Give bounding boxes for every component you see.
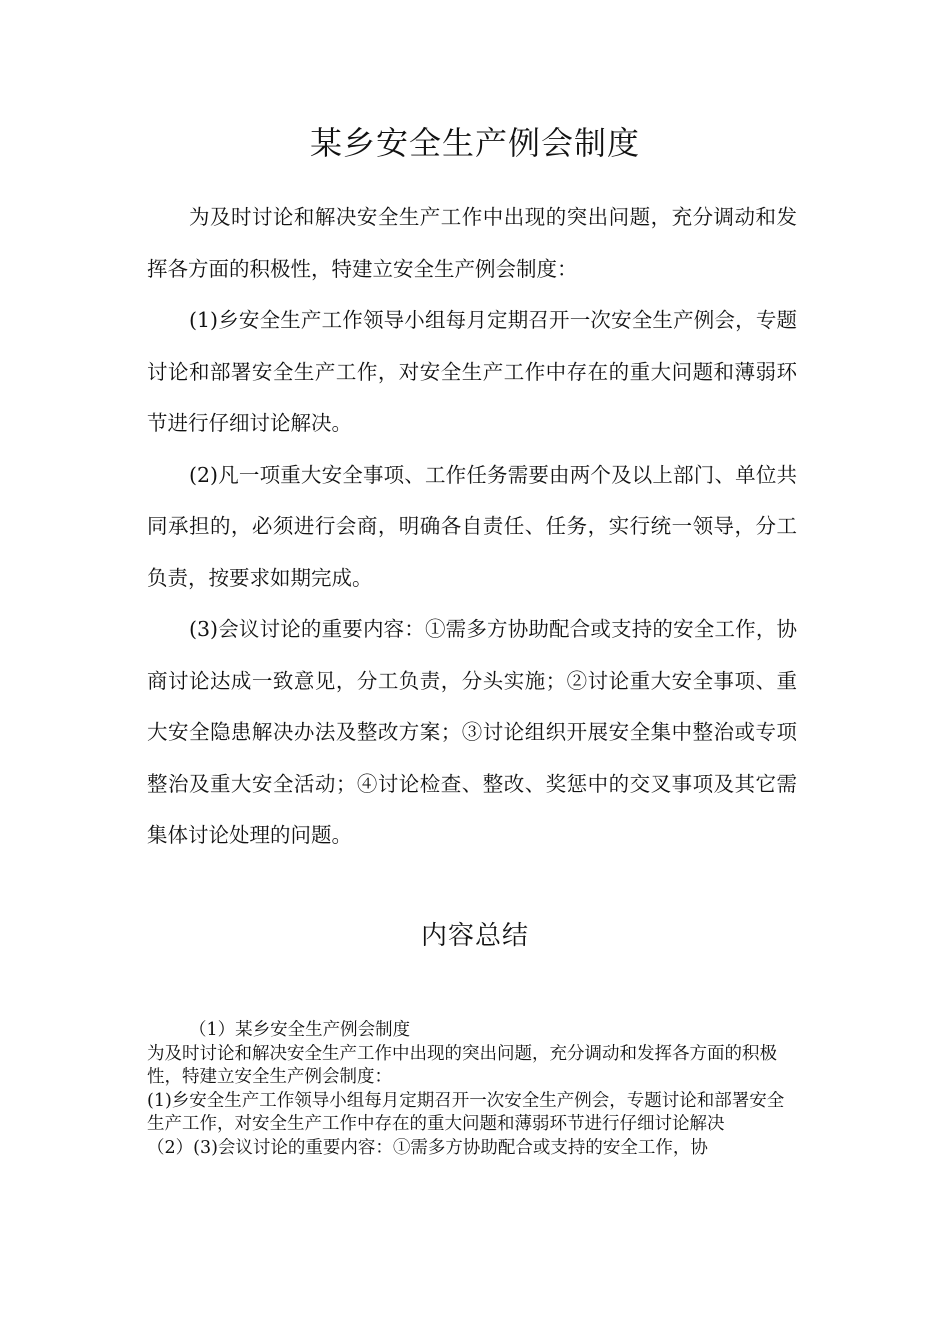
summary-item-1-heading: （1）某乡安全生产例会制度 bbox=[189, 1020, 411, 1040]
rule-paragraph-1: (1)乡安全生产工作领导小组每月定期召开一次安全生产例会，专题讨论和部署安全生产工作，对安全生产工作中存在的重大问题和薄弱环节进行仔细讨论解决。 bbox=[147, 308, 797, 435]
rule-paragraph-2: (2)凡一项重大安全事项、工作任务需要由两个及以上部门、单位共同承担的，必须进行会商，明确各自责任、任务，实行统一领导，分工负责，按要求如期完成。 bbox=[147, 462, 797, 590]
document-body bbox=[147, 192, 797, 862]
summary-item-1-line-1: 为及时讨论和解决安全生产工作中出现的突出问题，充分调动和发挥各方面的积极性，特建立安全生产例会制度： bbox=[147, 1043, 777, 1087]
intro-paragraph: 为及时讨论和解决安全生产工作中出现的突出问题，充分调动和发挥各方面的积极性，特建立安全生产例会制度： bbox=[147, 205, 797, 281]
rule-paragraph-3: (3)会议讨论的重要内容：①需多方协助配合或支持的安全工作，协商讨论达成一致意见，分工负责，分头实施；②讨论重大安全事项、重大安全隐患解决办法及整改方案；③讨论组织开展安全集中整治或专项整治及重大安全活动；④讨论检查、整改、奖惩中的交叉事项及其它需集体讨论处理的问题。 bbox=[147, 617, 797, 847]
summary-heading: 内容总结 bbox=[420, 921, 529, 951]
document-title: 某乡安全生产例会制度 bbox=[309, 124, 640, 162]
summary-item-2: （2）(3)会议讨论的重要内容：①需多方协助配合或支持的安全工作，协 bbox=[147, 1137, 708, 1158]
summary-section bbox=[147, 1019, 797, 1160]
summary-item-1-line-2: (1)乡安全生产工作领导小组每月定期召开一次安全生产例会，专题讨论和部署安全生产工作，对安全生产工作中存在的重大问题和薄弱环节进行仔细讨论解决 bbox=[147, 1090, 785, 1134]
